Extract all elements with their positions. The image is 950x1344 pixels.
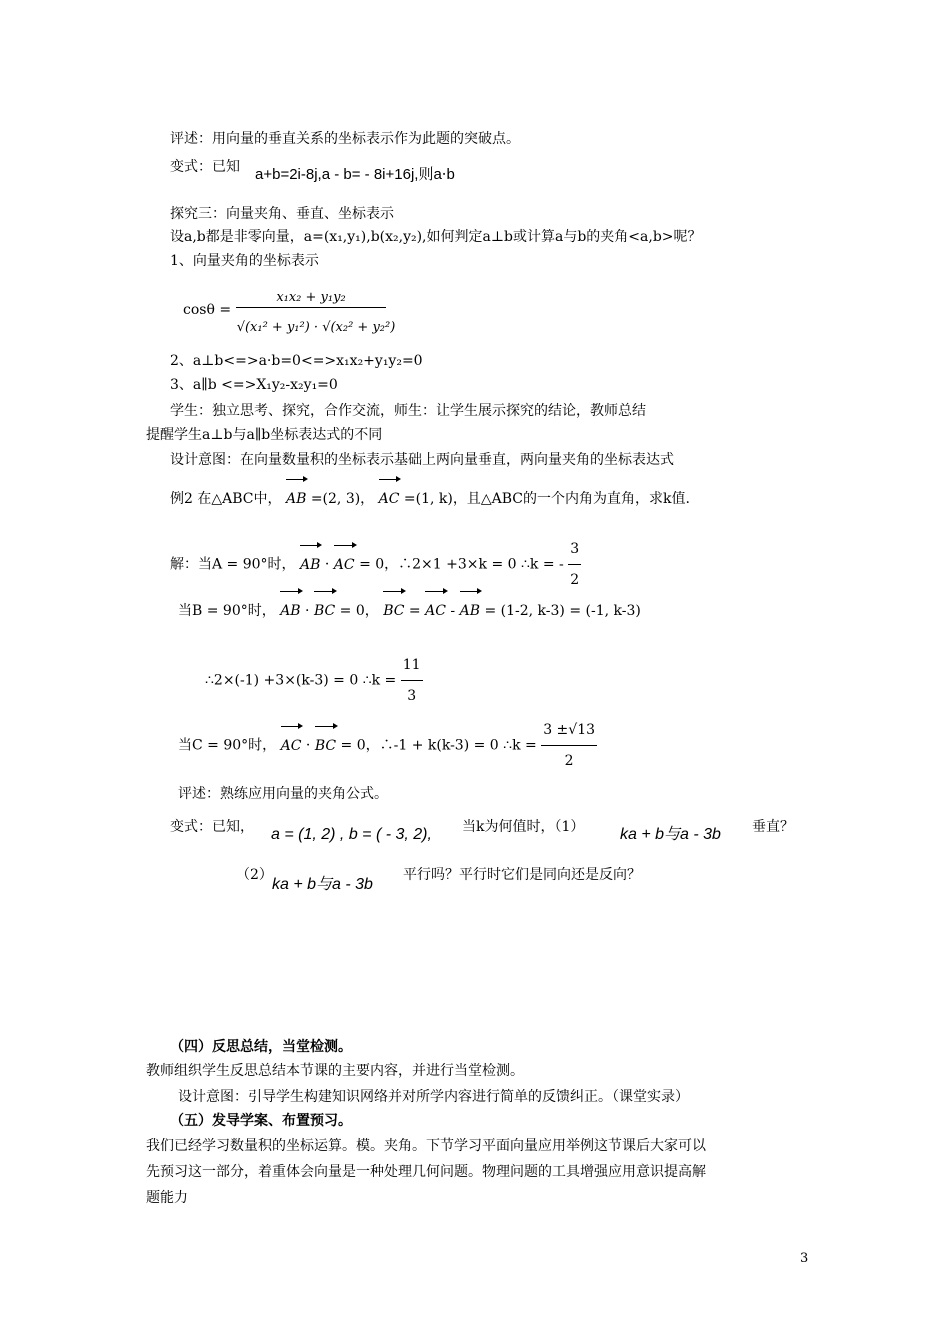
- example-2: [170, 476, 690, 514]
- vector-bc: BC: [314, 588, 335, 626]
- example-2-ab-value: =(2, 3)，: [310, 491, 375, 507]
- variant-3-expression: ka + b与a - 3b: [272, 876, 373, 893]
- cos-numerator: x₁x₂ + y₁y₂: [236, 289, 386, 308]
- section-4-text: 教师组织学生反思总结本节课的主要内容，并进行当堂检测。: [146, 1063, 524, 1079]
- vector-ac: AC: [425, 588, 446, 626]
- solution-b-text: 当B = 90°时，: [178, 603, 276, 619]
- remind-text: 提醒学生a⊥b与a∥b坐标表达式的不同: [146, 427, 383, 443]
- solution-b2: [205, 650, 423, 711]
- design-intent-2: 设计意图：引导学生构建知识网络并对所学内容进行简单的反馈纠正。（课堂实录）: [178, 1089, 689, 1105]
- example-2-intro: 例2 在△ABC中，: [170, 491, 282, 507]
- section-5-title: （五）发导学案、布置预习。: [170, 1113, 352, 1129]
- vector-ab: AB: [280, 588, 300, 626]
- variant-2-question: 当k为何值时，（1）: [462, 819, 585, 835]
- solution-b-result: = (1-2, k-3) = (-1, k-3): [484, 603, 641, 619]
- section-5-paragraph-1: 我们已经学习数量积的坐标运算。模。夹角。下节学习平面向量应用举例这节课后大家可以: [146, 1138, 706, 1154]
- vector-ac: AC: [334, 542, 355, 580]
- item-2: 2、a⊥b<=>a·b=0<=>x₁x₂+y₁y₂=0: [170, 353, 423, 369]
- vector-bc: BC: [383, 588, 404, 626]
- comment-2: 评述：熟练应用向量的夹角公式。: [178, 786, 388, 802]
- fraction-3-2: $\frac{3}{2}$: [568, 534, 581, 595]
- fraction-11-3: $\frac{11}{3}$: [401, 650, 423, 711]
- variant-2-end: 垂直？: [752, 819, 794, 835]
- item-1: 1、向量夹角的坐标表示: [170, 253, 319, 269]
- cos-lhs: cosθ =: [183, 302, 232, 318]
- variant-3-label: （2）: [236, 867, 273, 883]
- solution-a: 解：当A = 90°时， AB · AC = 0，∴2×1 +3×k = 0 ∴k = - $\frac{3}{2}$: [170, 534, 581, 595]
- vector-bc: BC: [315, 723, 336, 761]
- solution-a-equation: = 0，∴2×1 +3×k = 0 ∴k = -: [359, 556, 564, 573]
- variant-3-end: 平行吗？平行时它们是同向还是反向？: [403, 867, 641, 883]
- variant-2-expression: ka + b与a - 3b: [620, 826, 721, 843]
- vector-ac: AC: [379, 476, 400, 514]
- vector-ab: AB: [300, 542, 320, 580]
- solution-a-text: 解：当A = 90°时，: [170, 556, 296, 573]
- section-4-title: （四）反思总结，当堂检测。: [170, 1039, 352, 1055]
- fraction-3-sqrt13-2: $\frac{3 \pm√13}{2}$: [541, 715, 597, 776]
- vector-ac: AC: [281, 723, 302, 761]
- page-number: 3: [800, 1251, 809, 1266]
- solution-c-equation: = 0，∴-1 + k(k-3) = 0 ∴k =: [340, 737, 537, 754]
- item-3: 3、a∥b <=>X₁y₂-x₂y₁=0: [170, 377, 338, 393]
- question-text: 设a,b都是非零向量，a=(x₁,y₁),b(x₂,y₂),如何判定a⊥b或计算a与b的夹角<a,b>呢？: [170, 229, 702, 245]
- section-5-paragraph-2: 先预习这一部分，着重体会向量是一种处理几何问题。物理问题的工具增强应用意识提高解: [146, 1164, 706, 1180]
- comment-1: 评述：用向量的垂直关系的坐标表示作为此题的突破点。: [170, 131, 520, 147]
- variant-2-formula: a = (1, 2) , b = ( - 3, 2),: [271, 826, 432, 843]
- solution-c: 当C = 90°时， AC · BC = 0，∴-1 + k(k-3) = 0 ∴k = $\frac{3 \pm√13}{2}$: [178, 715, 597, 776]
- example-2-ac-value: =(1, k)，且△ABC的一个内角为直角，求k值.: [403, 491, 690, 507]
- cos-denominator: √(x₁² + y₁²) · √(x₂² + y₂²): [236, 320, 396, 335]
- variant-1-label: 变式：已知: [170, 159, 240, 175]
- explore-3-heading: 探究三：向量夹角、垂直、坐标表示: [170, 206, 394, 222]
- solution-b: 当B = 90°时， AB · BC = 0， BC = AC - AB = (1-2, k-3) = (-1, k-3): [178, 588, 641, 626]
- solution-c-text: 当C = 90°时，: [178, 737, 277, 754]
- variant-1-formula: a+b=2i-8j,a - b= - 8i+16j,则a⋅b: [255, 166, 455, 183]
- section-5-paragraph-3: 题能力: [146, 1190, 188, 1206]
- solution-b2-text: ∴2×(-1) +3×(k-3) = 0 ∴k =: [205, 672, 397, 689]
- design-intent-1: 设计意图：在向量数量积的坐标表示基础上两向量垂直，两向量夹角的坐标表达式: [170, 452, 674, 468]
- solution-b-zero: = 0，: [339, 603, 379, 619]
- vector-ab: AB: [286, 476, 306, 514]
- vector-ab: AB: [460, 588, 480, 626]
- variant-2-label: 变式：已知，: [170, 819, 254, 835]
- students-text: 学生：独立思考、探究，合作交流，师生：让学生展示探究的结论，教师总结: [170, 403, 646, 419]
